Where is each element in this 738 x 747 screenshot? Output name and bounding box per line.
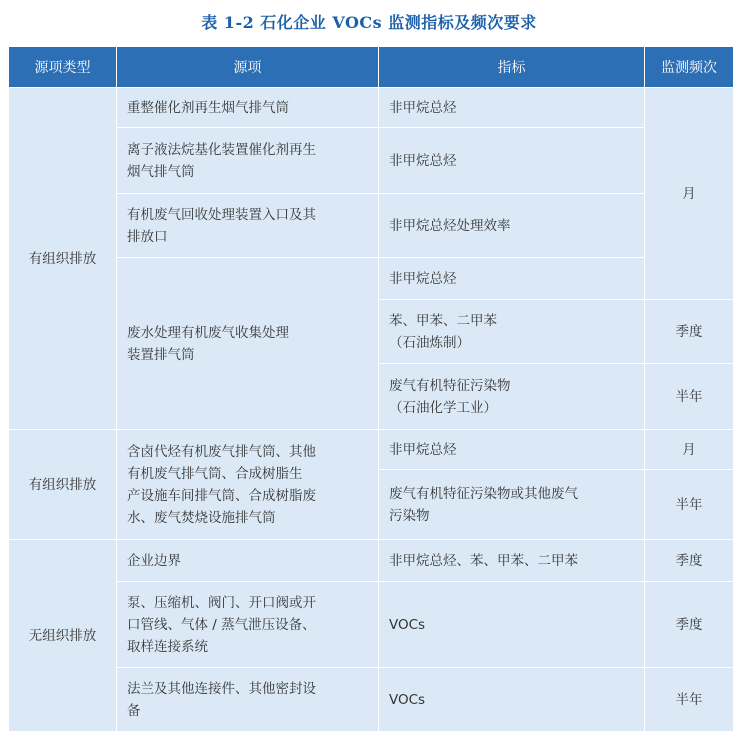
indicator-cell: 非甲烷总烃	[379, 430, 645, 470]
indicator-cell: 废气有机特征污染物 （石油化学工业）	[379, 364, 645, 430]
header-frequency: 监测频次	[645, 47, 734, 88]
source-type-cell: 有组织排放	[9, 88, 117, 430]
frequency-cell: 月	[645, 430, 734, 470]
source-cell: 泵、压缩机、阀门、开口阀或开 口管线、气体 / 蒸气泄压设备、 取样连接系统	[117, 582, 379, 668]
indicator-cell: VOCs	[379, 668, 645, 732]
header-indicator: 指标	[379, 47, 645, 88]
source-cell: 重整催化剂再生烟气排气筒	[117, 88, 379, 128]
frequency-cell: 月	[645, 88, 734, 300]
table-row	[9, 582, 734, 668]
indicator-cell: 废气有机特征污染物或其他废气 污染物	[379, 470, 645, 540]
table-row	[9, 258, 734, 300]
frequency-cell: 季度	[645, 582, 734, 668]
frequency-cell: 季度	[645, 540, 734, 582]
source-cell: 含卤代烃有机废气排气筒、其他 有机废气排气筒、合成树脂生 产设施车间排气筒、合成树脂废 水、废气焚烧设施排气筒	[117, 430, 379, 540]
table-header-row	[9, 47, 734, 88]
source-type-cell: 无组织排放	[9, 540, 117, 732]
source-cell: 企业边界	[117, 540, 379, 582]
indicator-cell: VOCs	[379, 582, 645, 668]
indicator-cell: 非甲烷总烃、苯、甲苯、二甲苯	[379, 540, 645, 582]
source-cell: 离子液法烷基化装置催化剂再生 烟气排气筒	[117, 128, 379, 194]
frequency-cell: 半年	[645, 668, 734, 732]
indicator-cell: 非甲烷总烃	[379, 258, 645, 300]
table-row	[9, 128, 734, 194]
table-row	[9, 430, 734, 470]
header-source: 源项	[117, 47, 379, 88]
source-cell: 废水处理有机废气收集处理 装置排气筒	[117, 258, 379, 430]
indicator-cell: 非甲烷总烃	[379, 128, 645, 194]
table-caption: 表 1-2 石化企业 VOCs 监测指标及频次要求	[201, 13, 537, 32]
indicator-cell: 非甲烷总烃处理效率	[379, 194, 645, 258]
header-source-type: 源项类型	[9, 47, 117, 88]
source-cell: 法兰及其他连接件、其他密封设 备	[117, 668, 379, 732]
indicator-cell: 非甲烷总烃	[379, 88, 645, 128]
table-row	[9, 88, 734, 128]
vocs-monitoring-table	[8, 46, 734, 732]
table-row	[9, 194, 734, 258]
frequency-cell: 半年	[645, 364, 734, 430]
frequency-cell: 季度	[645, 300, 734, 364]
table-row	[9, 668, 734, 732]
indicator-cell: 苯、甲苯、二甲苯 （石油炼制）	[379, 300, 645, 364]
table-row	[9, 540, 734, 582]
source-type-cell: 有组织排放	[9, 430, 117, 540]
frequency-cell: 半年	[645, 470, 734, 540]
source-cell: 有机废气回收处理装置入口及其 排放口	[117, 194, 379, 258]
